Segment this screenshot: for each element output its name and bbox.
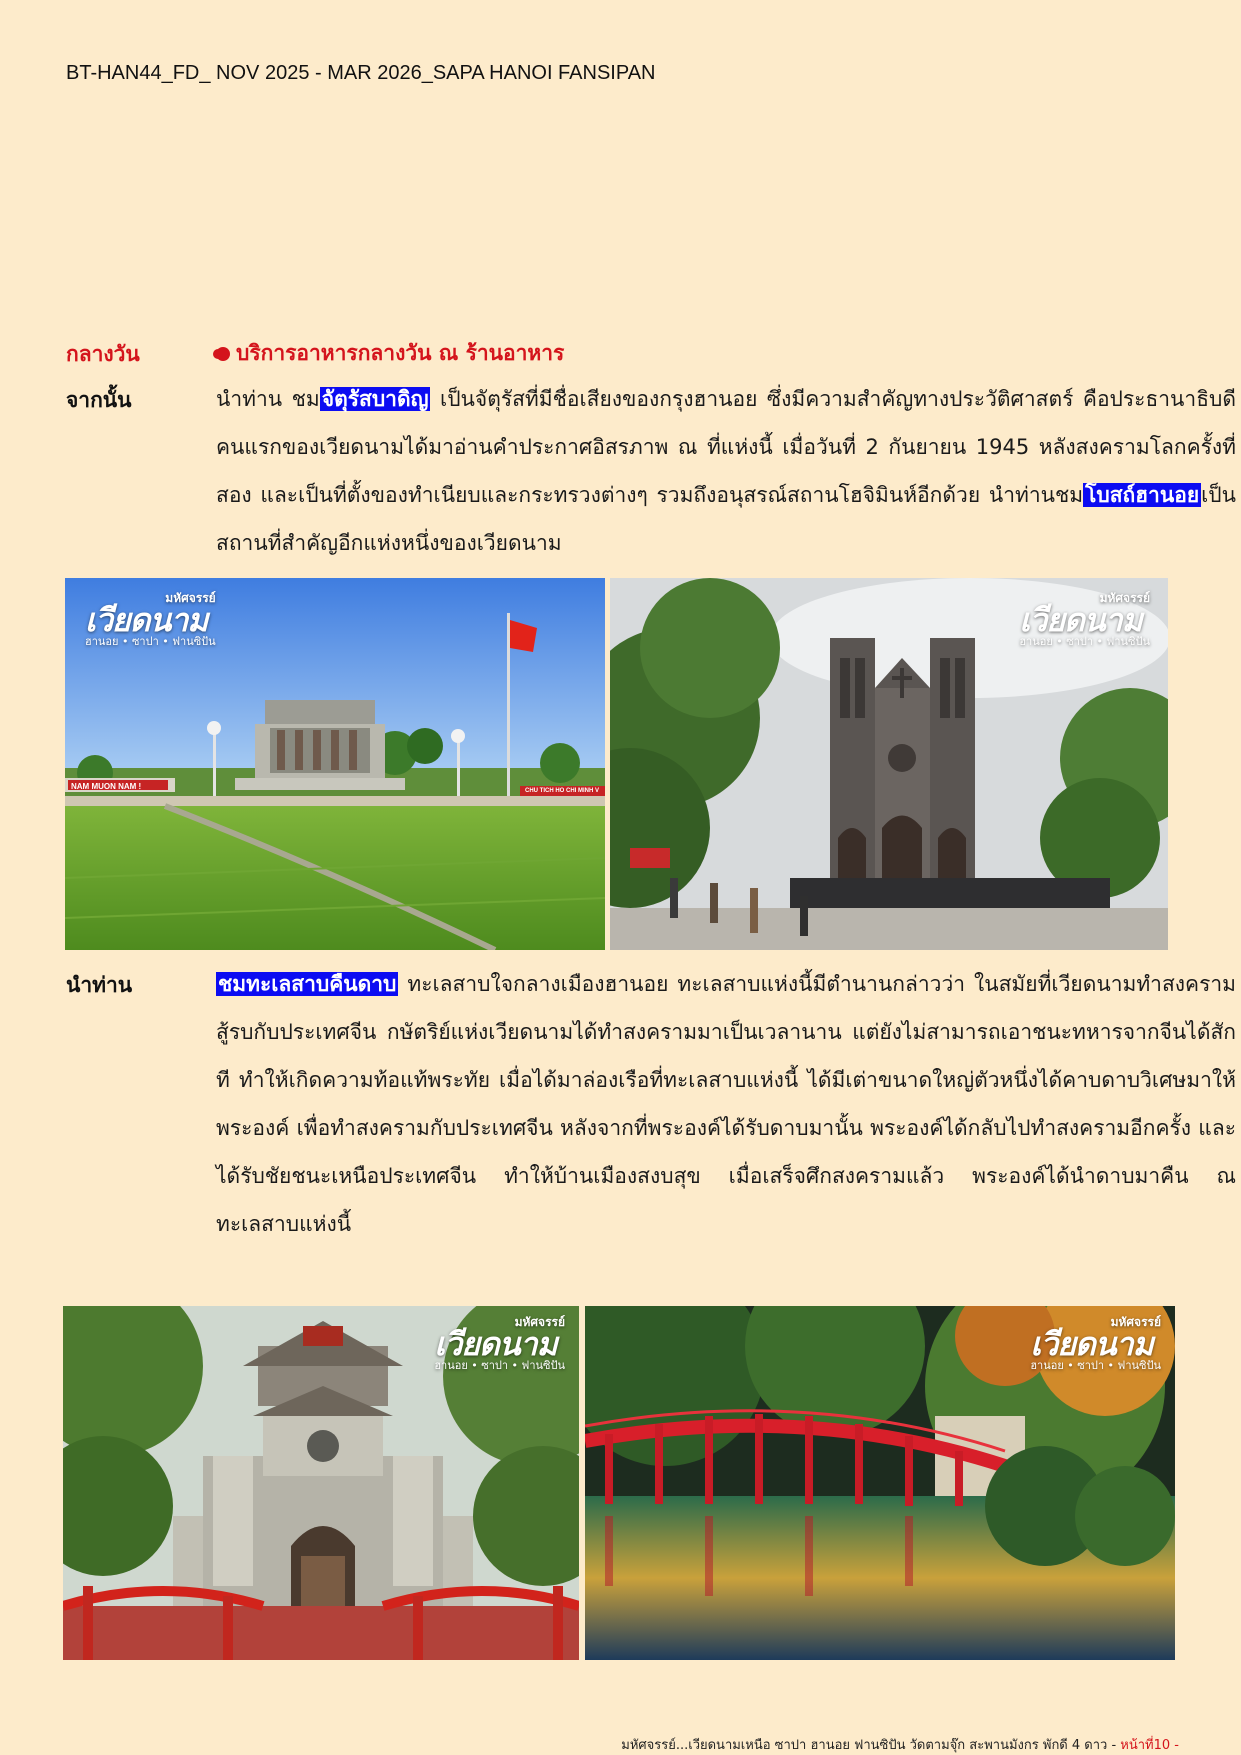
lake-text: ทะเลสาบใจกลางเมืองฮานอย ทะเลสาบแห่งนี้มีตำนานกล่าวว่า ในสมัยที่เวียดนามทำสงครามสู้รบกับประเทศจีน กษัตริย์แห่งเวียดนามได้ทำสงครามมาเป็นเวลานาน แต่ยังไม่สามารถเอาชนะทหารจากจีนได้สักที ทำให้เกิดความท้อแท้พระทัย เมื่อได้มาล่องเรือที่ทะเลสาบแห่งนี้ ได้มีเต่าขนาดใหญ่ตัวหนึ่งได้คาบดาบวิเศษมาให้พระองค์ เพื่อทำสงครามกับประเทศจีน หลังจากที่พระองค์ได้รับดาบมานั้น พระองค์ได้กลับไปทำสงครามอีกครั้ง และได้รับชัยชนะเหนือประเทศจีน ทำให้บ้านเมืองสงบสุข เมื่อเสร็จศึกสงครามแล้ว พระองค์ได้นำดาบมาคืน ณ ทะเลสาบแห่งนี้ bbox=[216, 972, 1236, 1236]
watermark-main: เวียดนาม bbox=[1030, 1325, 1153, 1363]
watermark-logo-2 bbox=[1019, 592, 1150, 647]
row-label-lake: นำท่าน bbox=[66, 973, 133, 997]
then-text-3: เป็นสถานที่สำคัญอีกแห่งหนึ่งของเวียดนาม bbox=[216, 483, 1236, 555]
highlight-hanoi-cathedral: โบสถ์ฮานอย bbox=[1085, 483, 1200, 507]
page-number: หน้าที่10 - bbox=[1120, 1738, 1179, 1753]
watermark-sub: ฮานอย • ซาปา • ฟานซิปัน bbox=[85, 635, 216, 648]
document-header: BT-HAN44_FD_ NOV 2025 - MAR 2026_SAPA HANOI FANSIPAN bbox=[66, 62, 656, 84]
lake-paragraph bbox=[216, 960, 1236, 1248]
lunch-description: บริการอาหารกลางวัน ณ ร้านอาหาร bbox=[236, 341, 565, 365]
watermark-top: มหัศจรรย์ bbox=[1099, 591, 1150, 605]
watermark-sub: ฮานอย • ซาปา • ฟานซิปัน bbox=[1030, 1359, 1161, 1372]
watermark-main: เวียดนาม bbox=[434, 1325, 557, 1363]
watermark-top: มหัศจรรย์ bbox=[1110, 1315, 1161, 1329]
then-paragraph bbox=[216, 375, 1236, 567]
highlight-hoan-kiem-lake: ชมทะเลสาบคืนดาบ bbox=[218, 972, 397, 996]
watermark-top: มหัศจรรย์ bbox=[514, 1315, 565, 1329]
then-text-1: นำท่าน ชม bbox=[216, 387, 320, 411]
lunch-text bbox=[216, 338, 1236, 368]
photo-the-huc-bridge bbox=[585, 1306, 1175, 1660]
photo-hanoi-cathedral bbox=[610, 578, 1168, 950]
photo-ngoc-son-temple bbox=[63, 1306, 579, 1660]
meal-icon bbox=[216, 347, 230, 361]
watermark-main: เวียดนาม bbox=[1019, 601, 1142, 639]
sign-right: CHU TICH HO CHI MINH V bbox=[525, 788, 599, 794]
row-label-then: จากนั้น bbox=[66, 388, 132, 412]
watermark-top: มหัศจรรย์ bbox=[165, 591, 216, 605]
photo-ba-dinh-square bbox=[65, 578, 605, 950]
watermark-logo-3 bbox=[434, 1316, 565, 1371]
watermark-main: เวียดนาม bbox=[85, 601, 208, 639]
watermark-sub: ฮานอย • ซาปา • ฟานซิปัน bbox=[434, 1359, 565, 1372]
watermark-sub: ฮานอย • ซาปา • ฟานซิปัน bbox=[1019, 635, 1150, 648]
watermark-logo bbox=[85, 592, 216, 647]
row-label-lunch: กลางวัน bbox=[66, 342, 140, 366]
then-text-2: เป็นจัตุรัสที่มีชื่อเสียงของกรุงฮานอย ซึ่งมีความสำคัญทางประวัติศาสตร์ คือประธานาธิบดีคนแรกของเวียดนามได้มาอ่านคำประกาศอิสรภาพ ณ ที่แห่งนี้ เมื่อวันที่ 2 กันยายน 1945 หลังสงครามโลกครั้งที่สอง และเป็นที่ตั้งของทำเนียบและกระทรวงต่างๆ รวมถึงอนุสรณ์สถานโฮจิมินห์อีกด้วย นำท่านชม bbox=[216, 387, 1236, 507]
highlight-ba-dinh-square: จัตุรัสบาดิญ bbox=[321, 387, 429, 411]
page-footer bbox=[621, 1734, 1179, 1755]
footer-text: มหัศจรรย์...เวียดนามเหนือ ซาปา ฮานอย ฟานซิปัน วัดตามจุ๊ก สะพานมังกร พักดี 4 ดาว - bbox=[621, 1738, 1117, 1753]
sign-left: NAM MUON NAM ! bbox=[71, 782, 142, 791]
watermark-logo-4 bbox=[1030, 1316, 1161, 1371]
